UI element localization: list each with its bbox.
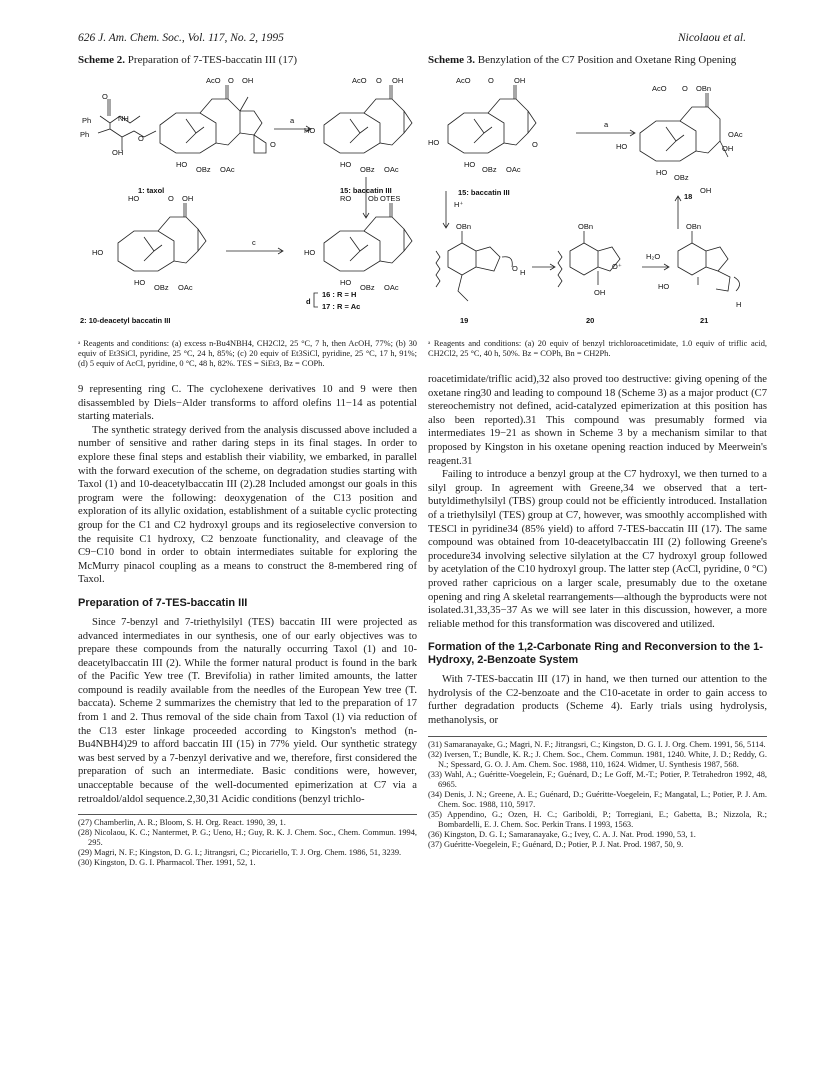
scheme2-title-text: Preparation of 7-TES-baccatin III (17) (125, 54, 298, 66)
left-paragraph-3: Since 7-benzyl and 7-triethylsilyl (TES) baccatin III were projected as advanced intermediates in our synthesis, one of our early objectives was to prepare these compounds from the naturally occurring Taxol (1) and 10-deacetylbaccatin III (2). While the former natural product is found in the bark of the Pacific Yew tree (T. Brevifolia) in rather limited amounts, the latter compound is readily available from the needles of the European Yew tree (T. baccata). Scheme 2 summarizes the chemistry that led to the preparation of 17 from 1 and 2. Thus removal of the side chain from Taxol (1) via reduction of the C13 ester linkage proceeded according to Kingston's method (n-Bu4NBH4)29 to afford baccatin III (15) in 77% yield. Our synthetic strategy was best served by a 7-benzyl derivative and we, therefore, first considered the preparation of such an intermediate. Basic conditions were, however, unacceptable because of the well-documented epimerization at C7 via a retroaldol/aldol sequence.2,30,31 Acidic conditions (benzyl trichlo- (78, 616, 417, 805)
scheme3-figure (428, 71, 767, 339)
svg-text:O: O (488, 76, 494, 85)
intermediate-20-structure (558, 231, 620, 287)
svg-text:HO: HO (340, 278, 352, 287)
svg-text:Ph: Ph (82, 116, 92, 125)
svg-text:OBn: OBn (686, 222, 702, 231)
svg-text:OH: OH (182, 194, 194, 203)
svg-text:OH: OH (722, 144, 734, 153)
svg-text:OBn: OBn (456, 222, 472, 231)
reference-item: (29) Magri, N. F.; Kingston, D. G. I.; Jitrangsri, C.; Piccariello, T. J. Org. Chem. 1986, 51, 3239. (78, 848, 402, 858)
svg-text:a: a (290, 116, 295, 125)
reference-item: (34) Denis, J. N.; Greene, A. E.; Guénard, D.; Guéritte-Voegelein, F.; Mangatal, L.; Potier, P. J. Am. Chem. Soc. 1988, 110, 5917. (428, 789, 767, 809)
svg-text:HO: HO (134, 278, 146, 287)
svg-text:O⁺: O⁺ (612, 262, 622, 271)
svg-text:OAc: OAc (220, 165, 235, 174)
svg-text:c: c (252, 238, 256, 247)
label-20: 20 (586, 316, 595, 325)
svg-text:O: O (228, 76, 234, 85)
svg-text:b: b (374, 194, 379, 203)
section-heading-tes: Preparation of 7-TES-baccatin III (78, 596, 248, 609)
svg-text:OAc: OAc (728, 130, 743, 139)
svg-text:HO: HO (616, 142, 628, 151)
svg-text:O: O (102, 92, 108, 101)
svg-text:O: O (168, 194, 174, 203)
label-19: 19 (460, 316, 469, 325)
svg-text:OH: OH (112, 148, 124, 157)
svg-text:OAc: OAc (384, 165, 399, 174)
svg-text:OBz: OBz (154, 283, 169, 292)
right-column (428, 54, 767, 850)
svg-text:OBn: OBn (578, 222, 594, 231)
section-heading-carbonate: Formation of the 1,2-Carbonate Ring and Reconversion to the 1-Hydroxy, 2-Benzoate System (428, 641, 763, 667)
label-16: 16 : R = H (322, 290, 357, 299)
svg-text:HO: HO (128, 194, 140, 203)
svg-text:O: O (138, 134, 144, 143)
svg-text:HO: HO (92, 248, 104, 257)
label-17: 17 : R = Ac (322, 302, 361, 311)
intermediate-19-structure (436, 231, 512, 301)
svg-text:OAc: OAc (178, 283, 193, 292)
intermediate-21-structure (678, 231, 740, 291)
scheme2-title (78, 54, 417, 67)
arrow-a-label: a (604, 120, 609, 129)
right-paragraph-2: Failing to introduce a benzyl group at the C7 hydroxyl, we then turned to a silyl group. In agreement with Greene,34 we observed that a tert-butyldimethylsilyl (TBS) group could not be efficiently introduced. Installation of a triethylsilyl (TES) group at C7, however, was smoothly accomplished with TESCl in pyridine34 (85% yield) to afford 7-TES-baccatin III (17). The same compound was obtained from 10-deacetylbaccatin III (2) following Greene's procedure34 involving selective silylation at the C7 hydroxyl group followed by acetylation of the C10 hydroxyl group. The latter step (AcCl, pyridine, 0 °C) proved rather capricious on a larger scale, presumably due to the oxetane opening and ring A skeletal rearrangements—although the byproducts were not isolated.31,33,35−37 As we will see later in this discussion, however, a more reliable method for this transformation was discovered and utilized. (428, 469, 767, 630)
svg-text:OAc: OAc (506, 165, 521, 174)
right-paragraph-3: With 7-TES-baccatin III (17) in hand, we then turned our attention to the hydrolysis of the C2-benzoate and the C10-acetate in order to gain access to further degradation products (Scheme 4). Early trials using hydrolysis, methanolysis, or (428, 674, 767, 727)
svg-text:Ph: Ph (80, 130, 90, 139)
label-baccatin: 15: baccatin III (340, 186, 392, 195)
left-paragraph-1: 9 representing ring C. The cyclohexene derivatives 10 and 9 were then disassembled by Diels−Alder transforms to afford olefins 11−14 as potential starting materials. (78, 384, 417, 423)
svg-text:OBz: OBz (674, 173, 689, 182)
svg-text:AcO: AcO (206, 76, 221, 85)
svg-text:OTES: OTES (380, 194, 401, 203)
svg-text:OH: OH (392, 76, 404, 85)
baccatin-structure-s3 (448, 85, 536, 153)
scheme2-structures (78, 71, 417, 339)
left-column (78, 54, 417, 868)
reference-item: (28) Nicolaou, K. C.; Nantermet, P. G.; Ueno, H.; Guy, R. K. J. Chem. Soc., Chem. Commun. 1994, 295. (78, 828, 417, 848)
svg-text:O: O (368, 194, 374, 203)
svg-text:OBz: OBz (360, 165, 375, 174)
deacetylbaccatin-structure (118, 203, 206, 271)
reference-item: (32) Iversen, T.; Bundle, K. R.; J. Chem. Soc., Chem. Commun. 1981, 1240. White, J. D.; Reddy, G. N.; Spessard, G. O. J. Am. Chem. Soc. 1988, 110, 1624. Widmer, U. Synthesis 1987, 568. (428, 749, 767, 769)
svg-text:RO: RO (340, 194, 352, 203)
left-body-text (78, 383, 417, 806)
water-label: H₂O (646, 252, 661, 261)
label-deacetylbaccatin: 2: 10-deacetyl baccatin III (80, 316, 171, 325)
scheme2-title-bold: Scheme 2. (78, 54, 126, 66)
label-d: d (306, 297, 311, 306)
svg-text:O: O (532, 140, 538, 149)
svg-text:OH: OH (594, 288, 606, 297)
svg-text:OH: OH (242, 76, 254, 85)
svg-text:HO: HO (304, 248, 316, 257)
label-baccatin-s3: 15: baccatin III (458, 188, 510, 197)
svg-text:OH: OH (700, 186, 712, 195)
right-paragraph-1: roacetimidate/triflic acid),32 also proved too destructive: giving opening of the oxetane ring30 and leading to compound 18 (Scheme 3) as a major product (C7 stereochemistry not defined, acid-catalyzed epimerization at this position has also been reported).31 This compound was presumably formed via intermediates 19−21 as shown in Scheme 3 by a mechanism similar to that proposed by Kingston in his oxetane opening reaction induced by Meerwein's reagent.31 (428, 374, 767, 467)
scheme3-title (428, 54, 767, 67)
svg-text:O: O (270, 140, 276, 149)
svg-text:O: O (682, 84, 688, 93)
svg-text:NH: NH (118, 114, 129, 123)
right-body-text (428, 373, 767, 728)
svg-text:HO: HO (304, 126, 316, 135)
hplus-label: H⁺ (454, 200, 464, 209)
svg-text:AcO: AcO (352, 76, 367, 85)
reference-item: (36) Kingston, D. G. I.; Samaranayake, G.; Ivey, C. A. J. Nat. Prod. 1990, 53, 1. (428, 829, 696, 839)
reference-item: (33) Wahl, A.; Guéritte-Voegelein, F.; Guénard, D.; Le Goff, M.-T.; Potier, P. Tetrahedron 1992, 48, 6965. (428, 769, 767, 789)
svg-text:O: O (512, 264, 518, 273)
svg-text:OBn: OBn (696, 84, 712, 93)
svg-text:HO: HO (658, 282, 670, 291)
reference-item: (30) Kingston, D. G. I. Pharmacol. Ther. 1991, 52, 1. (78, 858, 256, 868)
running-header: 626 J. Am. Chem. Soc., Vol. 117, No. 2, 1995 (78, 32, 284, 44)
running-header-authors: Nicolaou et al. (677, 32, 746, 44)
svg-text:OAc: OAc (384, 283, 399, 292)
reference-item: (31) Samaranayake, G.; Magri, N. F.; Jitrangsri, C.; Kingston, D. G. I. J. Org. Chem. 1991, 56, 5114. (428, 739, 766, 749)
references-right (428, 736, 767, 850)
svg-text:AcO: AcO (652, 84, 667, 93)
svg-text:OBz: OBz (482, 165, 497, 174)
label-21: 21 (700, 316, 709, 325)
scheme3-structures (428, 71, 767, 339)
svg-text:HO: HO (656, 168, 668, 177)
svg-text:O: O (376, 76, 382, 85)
scheme3-title-text: Benzylation of the C7 Position and Oxetane Ring Opening (475, 54, 737, 66)
left-paragraph-2: The synthetic strategy derived from the analysis discussed above included a number of sensitive and rather daring steps in its final stages. In order to explore these final steps and establish their viability, we embarked, in parallel with the forward execution of the scheme, on degradation studies starting with Taxol (1) and 10-deacetylbaccatin III (2).28 Included amongst our goals in this program were the following: deoxygenation of the C13 position and exploration of its allylic oxidation, establishment of a suitable cyclic protecting group for the C1 and C2 hydroxyl groups and its regioselective conversion to the requisite C1 hydroxy, C2 benzoate functionality, and cleavage of the C9−C10 bond in order to obtain intermediates suitable for exploring the McMurry pinacol coupling as a means to construct the 8-membered ring of Taxol. (78, 424, 417, 586)
label-18: 18 (684, 192, 693, 201)
reference-item: (35) Appendino, G.; Ozen, H. C.; Gariboldi, P.; Torregiani, E.; Gabetta, B.; Nizzola, R.; Bombardelli, E. J. Chem. Soc. Perkin Trans. I 1993, 1563. (428, 809, 767, 829)
svg-text:OBz: OBz (360, 283, 375, 292)
svg-text:HO: HO (464, 160, 476, 169)
svg-text:HO: HO (428, 138, 440, 147)
baccatin-structure (324, 85, 412, 153)
svg-text:HO: HO (340, 160, 352, 169)
scheme2-footnote: ᵃ Reagents and conditions: (a) excess n-Bu4NBH4, CH2Cl2, 25 °C, 7 h, then AcOH, 77%; (b) 30 equiv of Et3SiCl, pyridine, 25 °C, 24 h, 85%; (c) 20 equiv of Et3SiCl, pyridine, 25 °C, 17 h, 91%; (d) 5 equiv of AcCl, pyridine, 0 °C, 48 h, 82%. TES = SiEt3, Bz = COPh. (78, 339, 417, 368)
svg-text:OH: OH (514, 76, 526, 85)
reference-item: (27) Chamberlin, A. R.; Bloom, S. H. Org. React. 1990, 39, 1. (78, 818, 286, 828)
tes-baccatin-structure (324, 203, 412, 271)
svg-text:OBz: OBz (196, 165, 211, 174)
svg-text:HO: HO (176, 160, 188, 169)
reference-item: (37) Guéritte-Voegelein, F.; Guénard, D.; Potier, P. J. Nat. Prod. 1987, 50, 9. (428, 839, 684, 849)
compound-18-structure (640, 93, 728, 161)
scheme3-footnote: ᵃ Reagents and conditions: (a) 20 equiv of benzyl trichloroacetimidate, 1.0 equiv of triflic acid, CH2Cl2, 25 °C, 40 h, 50%. Bz = COPh, Bn = CH2Ph. (428, 339, 767, 358)
svg-text:AcO: AcO (456, 76, 471, 85)
label-taxol: 1: taxol (138, 186, 165, 195)
scheme3-title-bold: Scheme 3. (428, 54, 476, 66)
svg-text:H: H (520, 268, 526, 277)
scheme2-figure (78, 71, 417, 339)
references-left (78, 814, 417, 868)
svg-text:H: H (736, 300, 742, 309)
